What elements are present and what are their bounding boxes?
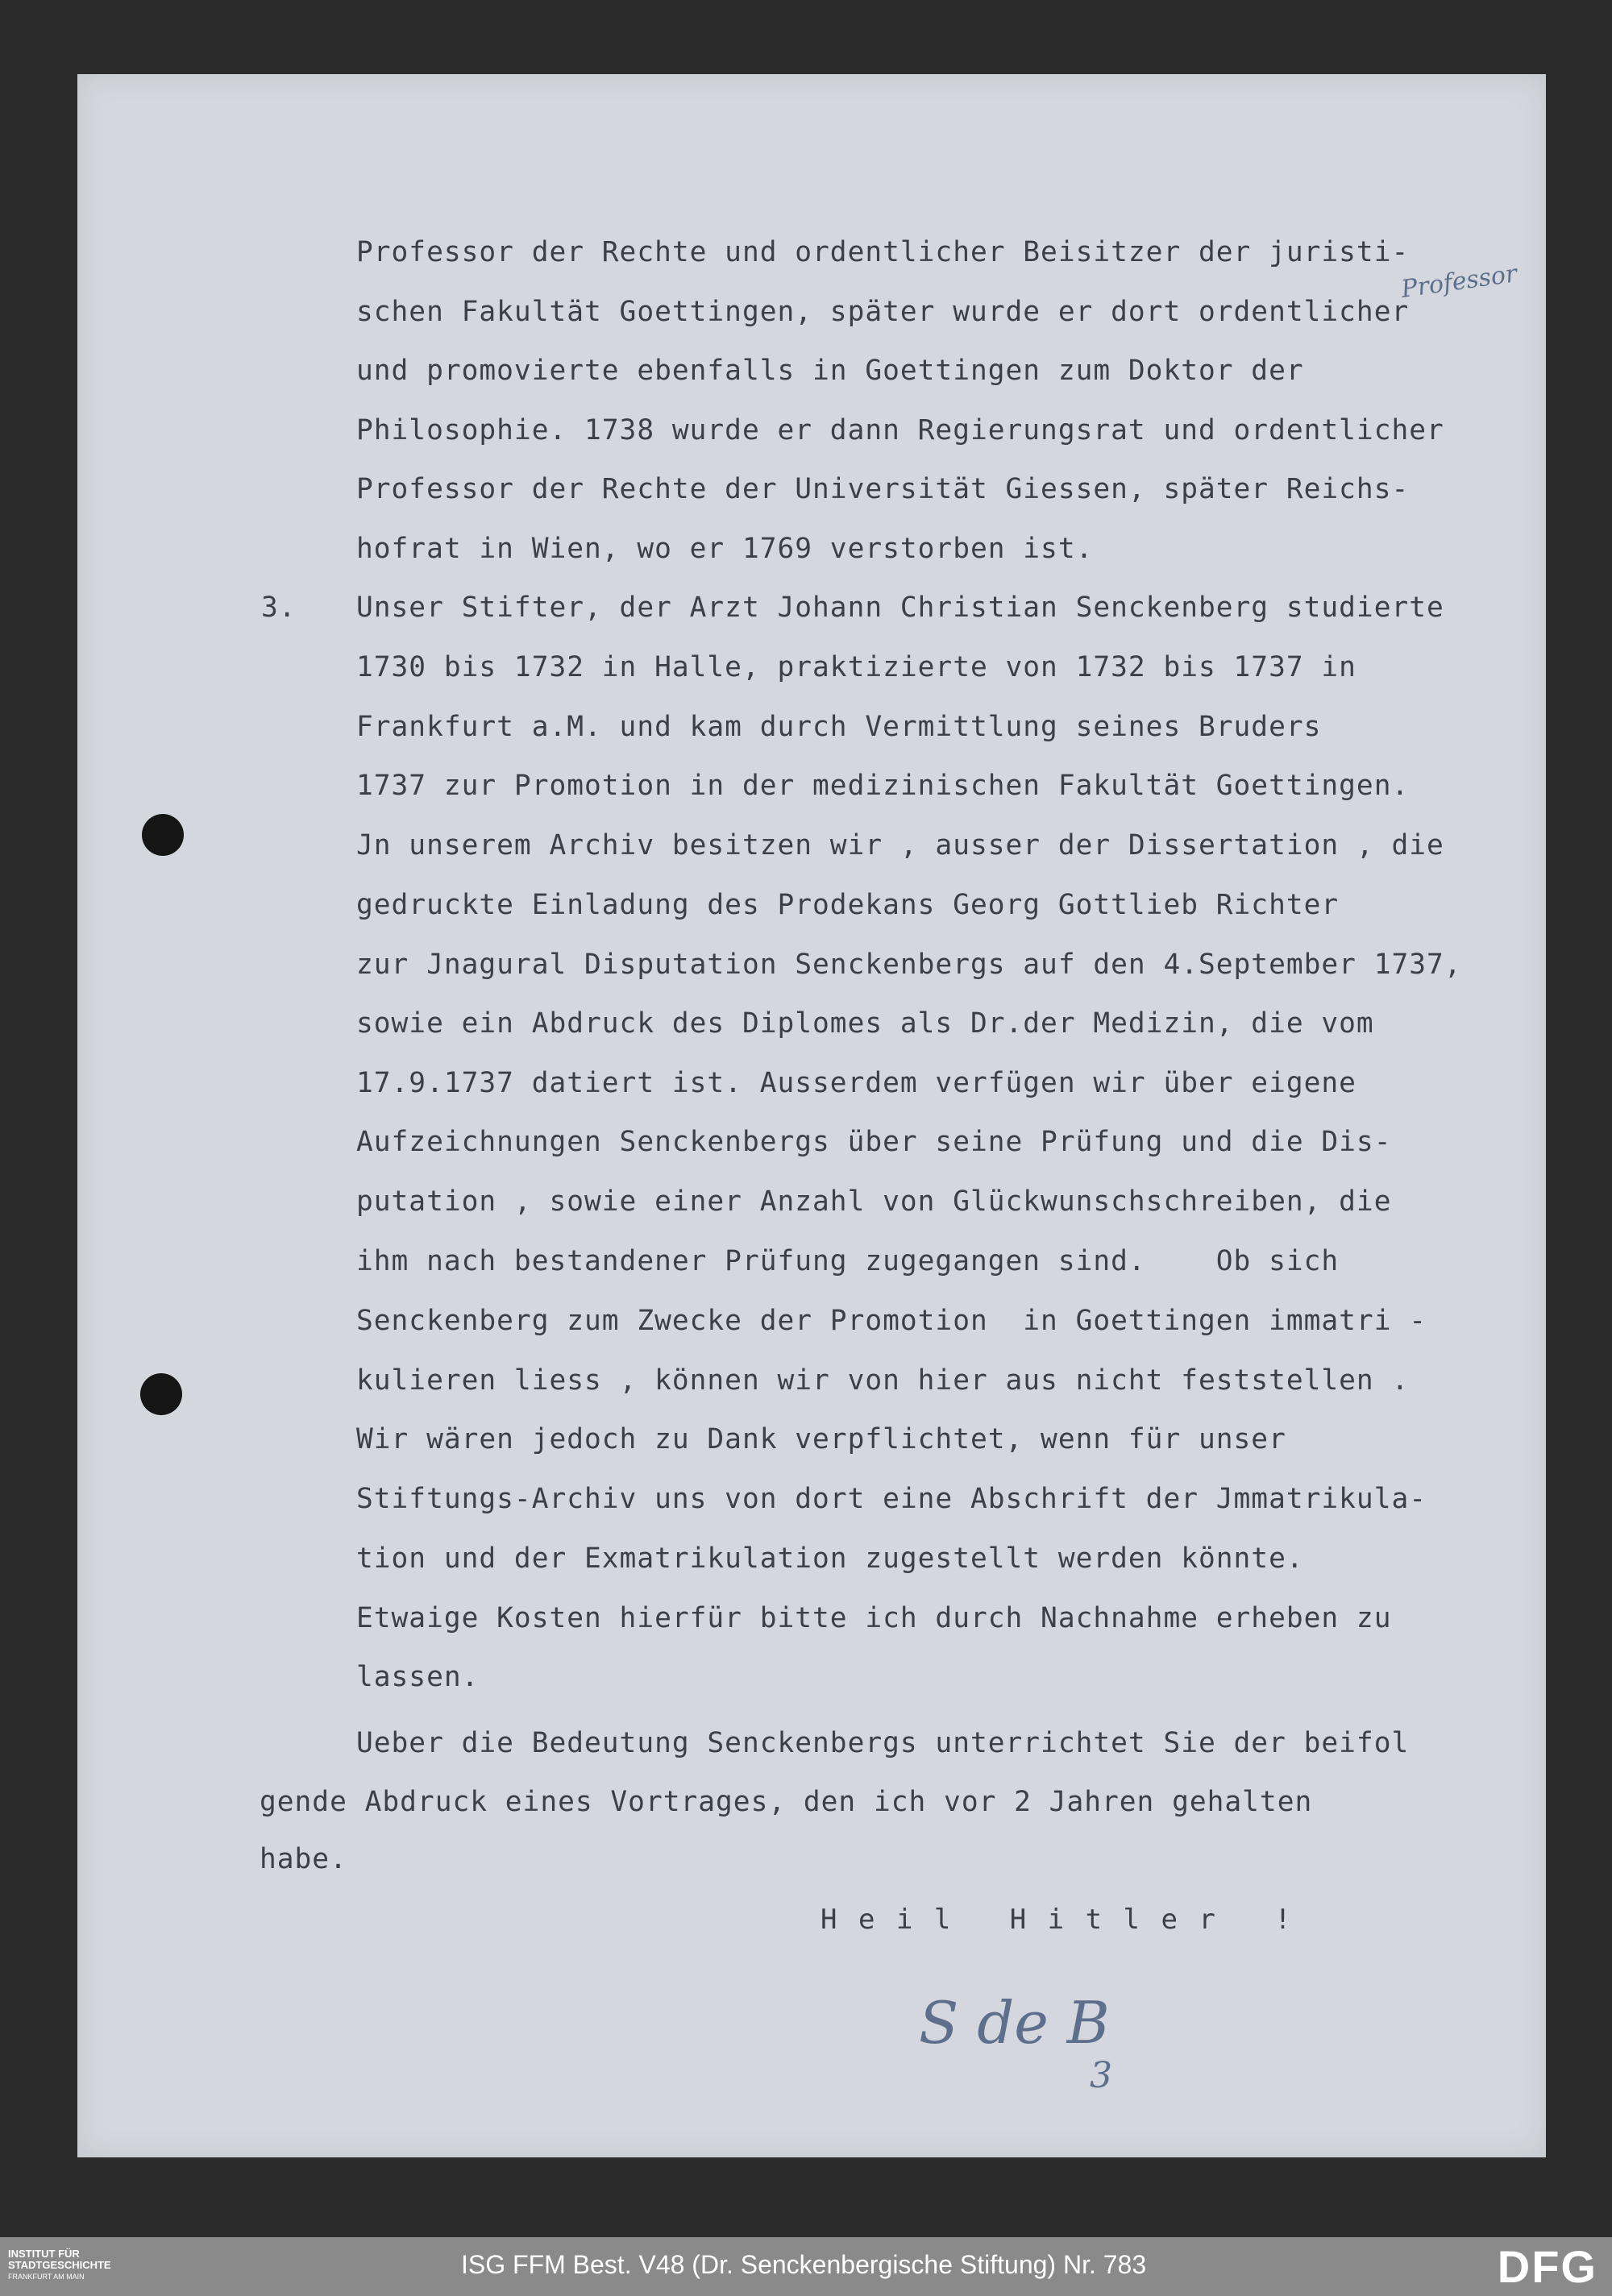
text-line: Professor der Rechte der Universität Giessen, später Reichs- (356, 473, 1410, 505)
text-line: Stiftungs-Archiv uns von dort eine Abschrift der Jmmatrikula- (356, 1483, 1427, 1515)
archive-footer (0, 2237, 1612, 2296)
text-line: putation , sowie einer Anzahl von Glückwunschschreiben, die (356, 1185, 1392, 1218)
institute-name-line1: INSTITUT FÜR (8, 2248, 80, 2260)
text-line: sowie ein Abdruck des Diplomes als Dr.der Medizin, die vom (356, 1007, 1374, 1040)
text-line: Jn unserem Archiv besitzen wir , ausser der Dissertation , die (356, 829, 1444, 862)
text-line: gende Abdruck eines Vortrages, den ich vor 2 Jahren gehalten (260, 1786, 1313, 1818)
text-line: 1730 bis 1732 in Halle, praktizierte von 1732 bis 1737 in (356, 651, 1356, 683)
closing-salutation: H e i l H i t l e r ! (821, 1904, 1294, 1936)
text-line: Etwaige Kosten hierfür bitte ich durch Nachnahme erheben zu (356, 1602, 1392, 1634)
text-line: Frankfurt a.M. und kam durch Vermittlung seines Bruders (356, 711, 1322, 743)
text-line: ihm nach bestandener Prüfung zugegangen sind. Ob sich (356, 1245, 1340, 1277)
text-line: 17.9.1737 datiert ist. Ausserdem verfügen wir über eigene (356, 1067, 1356, 1099)
handwritten-correction: Professor (1399, 259, 1519, 304)
institute-location: FRANKFURT AM MAIN (8, 2273, 85, 2281)
text-line: Ueber die Bedeutung Senckenbergs unterrichtet Sie der beifol (356, 1727, 1410, 1759)
text-line: tion und der Exmatrikulation zugestellt werden könnte. (356, 1542, 1304, 1575)
text-line: Aufzeichnungen Senckenbergs über seine Prüfung und die Dis- (356, 1126, 1392, 1158)
text-line: schen Fakultät Goettingen, später wurde er dort ordentlicher (356, 296, 1410, 328)
text-line: Wir wären jedoch zu Dank verpflichtet, wenn für unser (356, 1423, 1286, 1455)
text-line: lassen. (356, 1661, 480, 1693)
punch-hole-bottom (140, 1373, 182, 1415)
handwritten-page-number: 3 (1090, 2055, 1112, 2096)
text-line: Unser Stifter, der Arzt Johann Christian Senckenberg studierte (356, 592, 1444, 624)
text-line: zur Jnagural Disputation Senckenbergs auf den 4.September 1737, (356, 949, 1462, 981)
text-line: hofrat in Wien, wo er 1769 verstorben ist. (356, 533, 1094, 565)
section-number: 3. (261, 592, 297, 624)
archive-caption: ISG FFM Best. V48 (Dr. Senckenbergische Stiftung) Nr. 783 (461, 2250, 1147, 2279)
text-line: habe. (260, 1843, 347, 1875)
text-line: gedruckte Einladung des Prodekans Georg Gottlieb Richter (356, 889, 1340, 921)
institute-name-line2: STADTGESCHICHTE (8, 2259, 111, 2271)
text-line: Philosophie. 1738 wurde er dann Regierungsrat und ordentlicher (356, 414, 1444, 446)
text-line: Professor der Rechte und ordentlicher Beisitzer der juristi- (356, 236, 1410, 268)
text-line: Senckenberg zum Zwecke der Promotion in Goettingen immatri - (356, 1305, 1427, 1337)
text-line: 1737 zur Promotion in der medizinischen Fakultät Goettingen. (356, 770, 1410, 802)
punch-hole-top (142, 814, 184, 856)
handwritten-initials: S de B (919, 1989, 1110, 2057)
text-line: kulieren liess , können wir von hier aus nicht feststellen . (356, 1364, 1410, 1397)
text-line: und promovierte ebenfalls in Goettingen zum Doktor der (356, 355, 1304, 387)
dfg-logo: DFG (1497, 2241, 1597, 2292)
institute-logo (8, 2248, 111, 2282)
